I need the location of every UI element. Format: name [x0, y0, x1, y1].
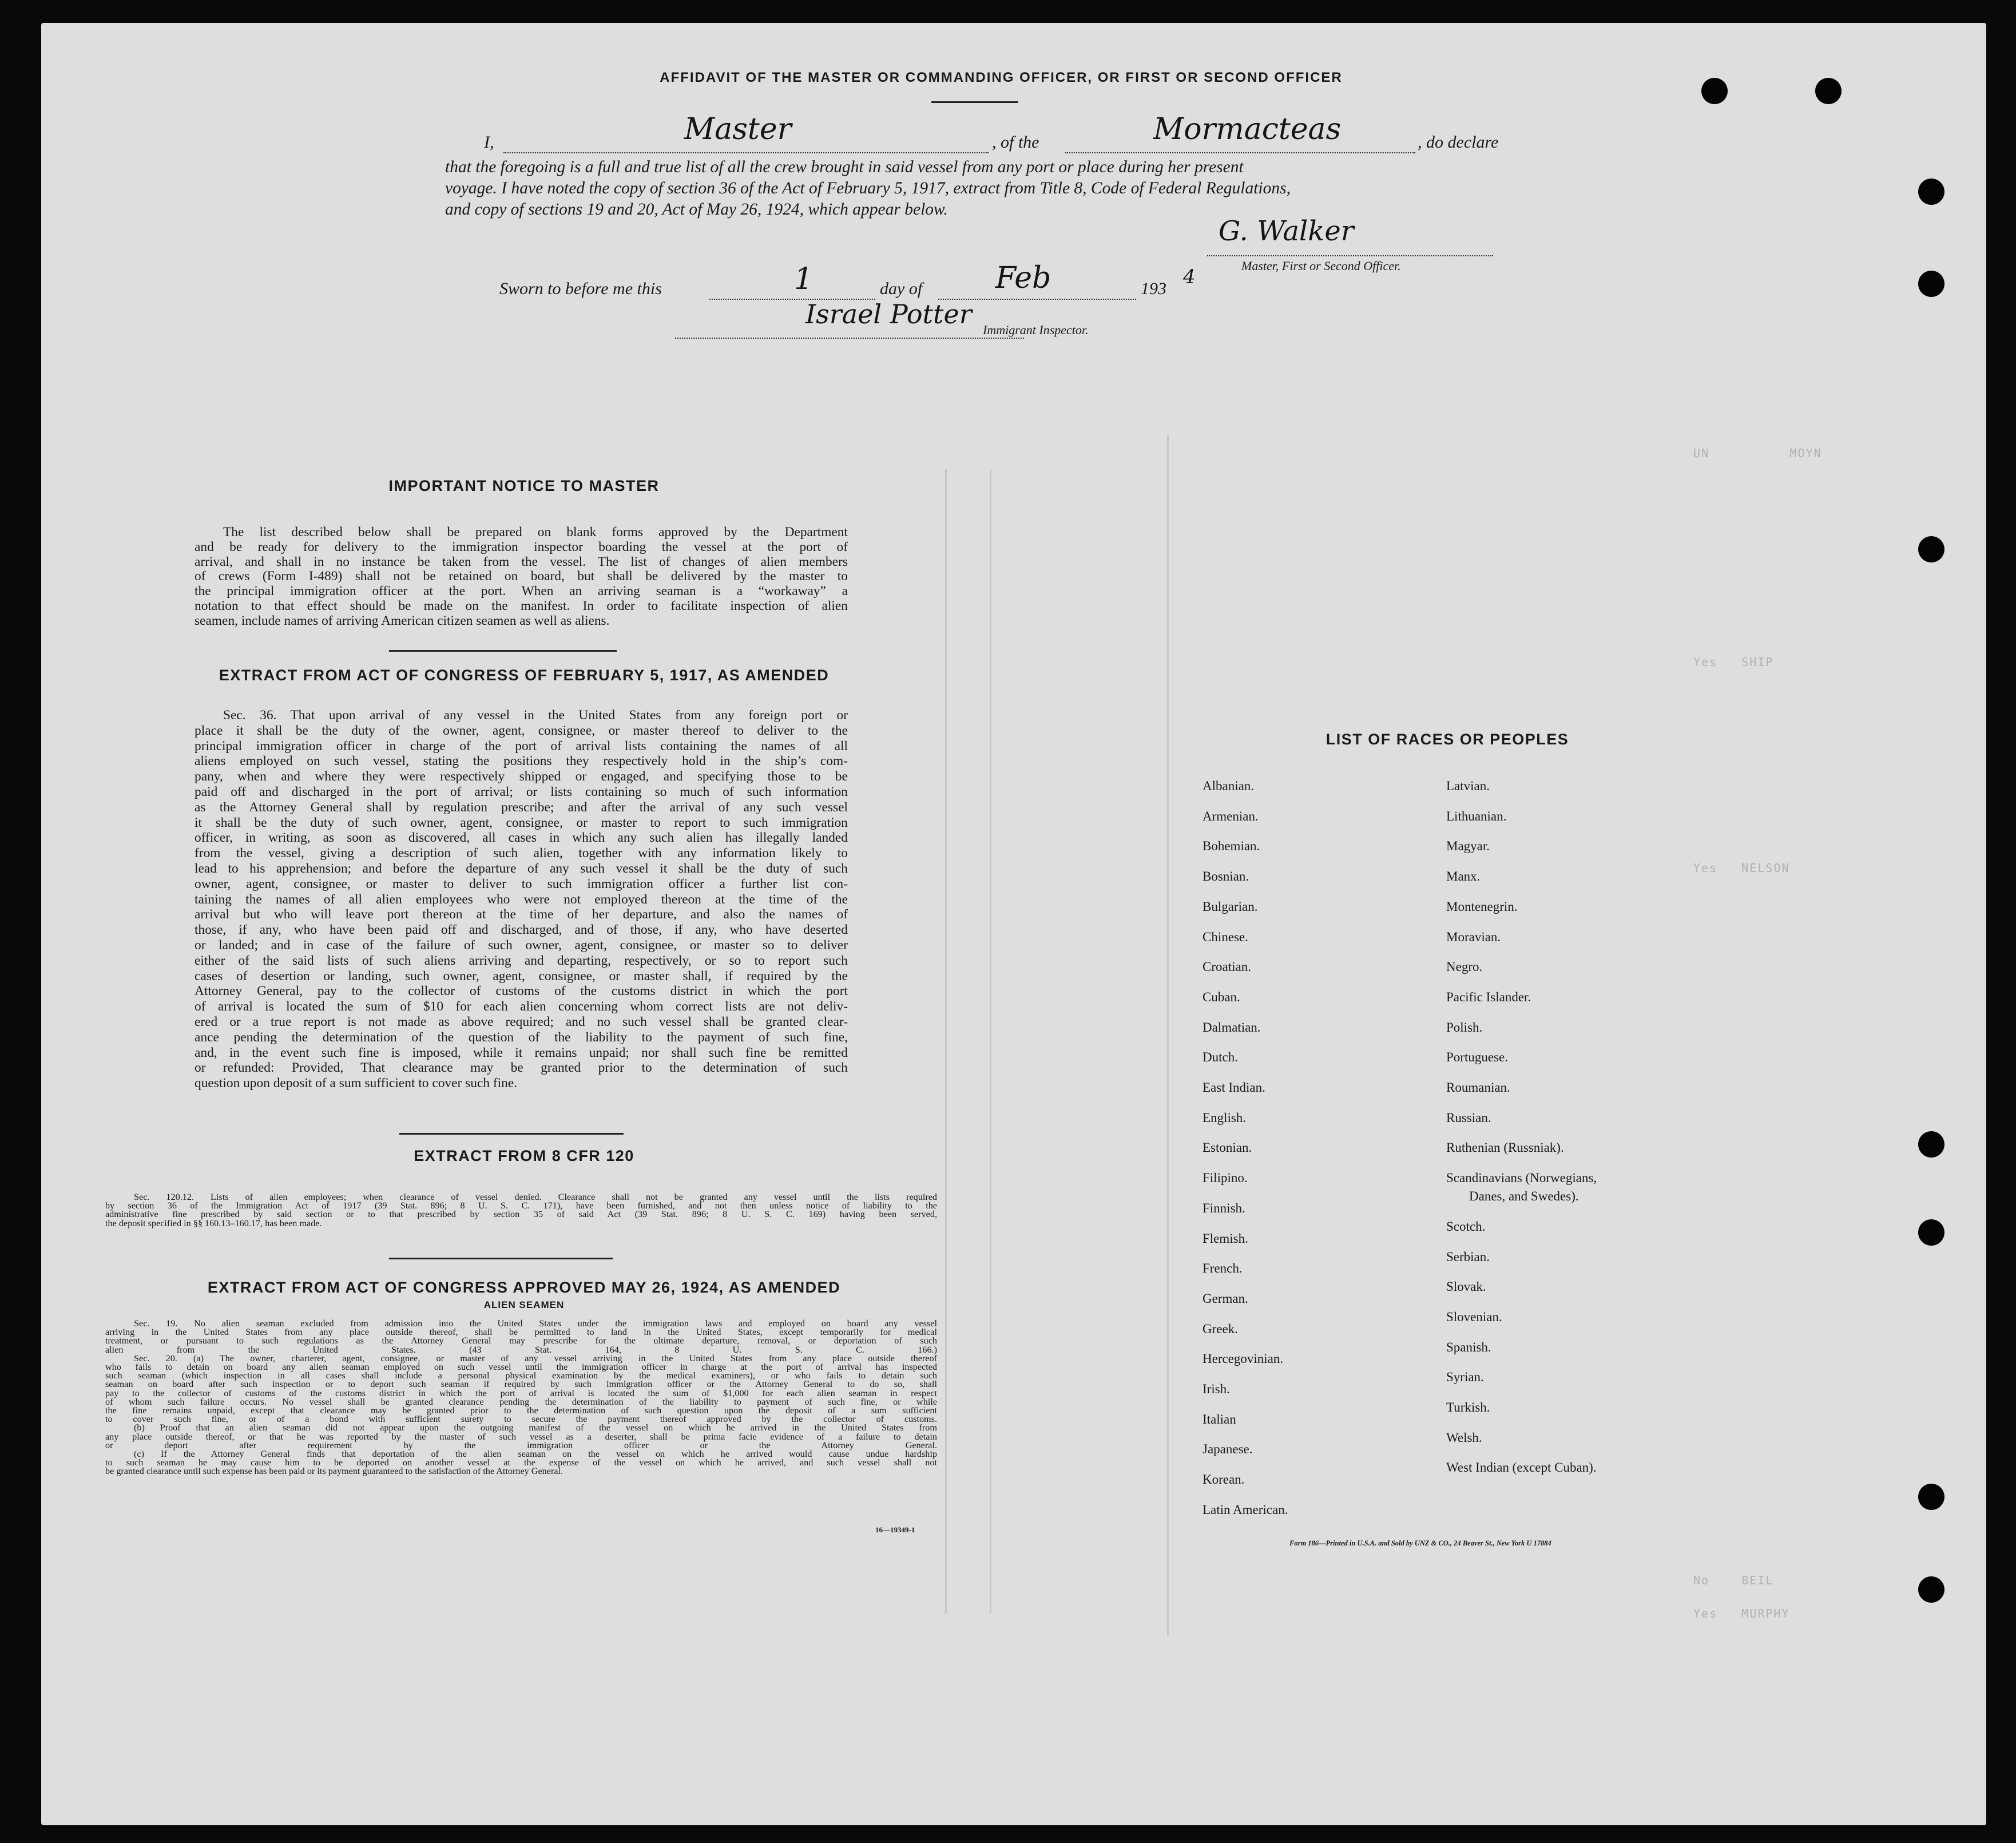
section-rule — [389, 650, 617, 652]
race-item: Dutch. — [1203, 1050, 1238, 1065]
extract-1917-line: principal immigration officer in charge of the port of arrival lists containing the names of all — [195, 738, 848, 754]
extract-1924-line: or deport after requirement by the immigration officer or the Attorney General. — [105, 1440, 937, 1450]
notice-line: notation to that effect should be made on the manifest. In order to facilitate inspection of alien — [195, 599, 848, 613]
race-item: Latvian. — [1446, 779, 1490, 793]
race-item: Dalmatian. — [1203, 1020, 1261, 1035]
binder-hole — [1918, 1219, 1944, 1246]
bleed-through-column-line — [1167, 435, 1169, 1636]
race-item: West Indian (except Cuban). — [1446, 1460, 1597, 1475]
extract-1917-title: EXTRACT FROM ACT OF CONGRESS OF FEBRUARY 5, 1917, AS AMENDED — [219, 667, 830, 684]
extract-1924-line: to such seaman he may cause him to be deported on another vessel at the expense of the vessel on which he arrived, and such vessel shall not — [105, 1457, 937, 1468]
extract-1924-line: (c) If the Attorney General finds that deportation of the alien seaman on the vessel on which he arrived would cause undue hardship — [134, 1449, 937, 1459]
affidavit-title: AFFIDAVIT OF THE MASTER OR COMMANDING OFFICER, OR FIRST OR SECOND OFFICER — [660, 70, 1343, 85]
race-item: Scotch. — [1446, 1219, 1486, 1234]
extract-1917-line: officer, in writing, as soon as discovered, all cases in which any such alien has illegally landed — [195, 830, 848, 846]
notice-line: seamen, include names of arriving American citizen seamen as well as aliens. — [195, 613, 610, 628]
race-item: Irish. — [1203, 1382, 1230, 1396]
race-item: Albanian. — [1203, 779, 1255, 793]
cfr-line: the deposit specified in §§ 160.13–160.17, has been made. — [105, 1218, 322, 1228]
race-item: Serbian. — [1446, 1249, 1490, 1264]
notice-line: The list described below shall be prepared on blank forms approved by the Department — [223, 525, 848, 540]
extract-1924-line: to cover such fine, or of a bond with sufficient surety to secure the payment thereof approved by the collector of customs. — [105, 1414, 937, 1425]
race-item: Japanese. — [1203, 1442, 1253, 1457]
sworn-year-printed: 193 — [1141, 279, 1166, 298]
race-item: German. — [1203, 1291, 1248, 1306]
extract-1924-line: be granted clearance until such expense has been paid or its payment guaranteed to the satisfaction of the Attorney General. — [105, 1466, 563, 1477]
extract-1917-line: paid off and discharged in the port of arrival; or lists containing so much of such information — [195, 784, 848, 799]
extract-1924-line: pay to the collector of customs of the customs district in which the port of arrival is located the sum of $1,000 for each alien seaman in respect — [105, 1388, 937, 1398]
race-item: Bulgarian. — [1203, 899, 1258, 914]
section-rule — [389, 1258, 613, 1259]
race-item: Danes, and Swedes). — [1469, 1189, 1579, 1204]
extract-1917-line: taining the names of all alien employees who were not employed thereon at the time of the — [195, 891, 848, 907]
race-item: Polish. — [1446, 1020, 1483, 1035]
extract-1917-line: as the Attorney General shall by regulation prescribe; and after the arrival of any such vessel — [195, 799, 848, 815]
race-item: English. — [1203, 1110, 1247, 1125]
bleed-through-text: Yes SHIP — [1693, 655, 1774, 669]
race-item: Filipino. — [1203, 1171, 1248, 1186]
cfr-line: administrative fine prescribed by said section or to that prescribed by section 35 of said Act (39 Stat. 896; 8 U. S. C. 169) having been served, — [105, 1209, 937, 1220]
extract-1917-line: those, if any, who have been paid off and discharged, and of those, if any, who have deserted — [195, 922, 848, 938]
bleed-through-text: Yes MURPHY — [1693, 1607, 1790, 1620]
race-item: Moravian. — [1446, 929, 1501, 944]
extract-1917-line: ance pending the determination of the question of the liability to the payment of such fine, — [195, 1029, 848, 1045]
extract-1924-line: seaman on board after such inspection or to deport such seaman if required by such immigration officer or the Attorney General to do so, shall — [105, 1379, 937, 1390]
extract-1917-line: or landed; and in case of the failure of such owner, agent, consignee, or master so to deliver — [195, 938, 848, 953]
race-item: Bosnian. — [1203, 869, 1249, 884]
cfr-line: by section 36 of the Immigration Act of 1917 (39 Stat. 896; 8 U. S. C. 171), have been furnished, and not then unless notice of liability to the — [105, 1200, 937, 1211]
extract-1924-title: EXTRACT FROM ACT OF CONGRESS APPROVED MAY 26, 1924, AS AMENDED — [207, 1279, 841, 1296]
race-item: Armenian. — [1203, 808, 1259, 823]
race-item: Slovak. — [1446, 1279, 1486, 1294]
cfr-line: Sec. 120.12. Lists of alien employees; when clearance of vessel denied. Clearance shall not be granted any vessel until the lists required — [134, 1192, 937, 1202]
form-printer-note: Form 186—Printed in U.S.A. and Sold by UNZ & CO., 24 Beaver St., New York U 17884 — [1289, 1539, 1551, 1547]
bleed-through-text: UN MOYN — [1693, 446, 1822, 460]
extract-1917-line: cases of desertion or landing, such owner, agent, consignee, or master shall, if required by the — [195, 968, 848, 984]
bleed-through-text: Yes NELSON — [1693, 861, 1790, 875]
master-name-handwritten: Master — [684, 112, 792, 146]
affidavit-body-line-2: voyage. I have noted the copy of section 36 of the Act of February 5, 1917, extract from Title 8, Code of Federal Regulations, — [445, 179, 1291, 197]
extract-1924-line: of whom such failure occurs. No vessel shall be granted clearance pending the determination of the liability to payment of such fine, or while — [105, 1396, 937, 1407]
cfr-title: EXTRACT FROM 8 CFR 120 — [414, 1147, 634, 1164]
extract-1924-line: arriving in the United States from any place outside thereof, shall be permitted to land in the United States, except temporarily for medical — [105, 1327, 937, 1338]
race-item: Welsh. — [1446, 1430, 1482, 1445]
race-item: Portuguese. — [1446, 1050, 1508, 1065]
binder-hole — [1701, 78, 1728, 104]
inspector-signature-handwritten: Israel Potter — [805, 299, 972, 330]
notice-line: and be ready for delivery to the immigration inspector boarding the vessel at the port of — [195, 539, 848, 554]
affidavit-body-line-3: and copy of sections 19 and 20, Act of May 26, 1924, which appear below. — [445, 200, 948, 219]
extract-1917-line: place it shall be the duty of the owner, agent, consignee, or master thereof to deliver to the — [195, 723, 848, 738]
sworn-label: Sworn to before me this — [499, 279, 662, 298]
sworn-day-line — [709, 279, 875, 300]
binder-hole — [1918, 271, 1944, 297]
extract-1924-line: such seaman (which inspection in all cases shall include a personal physical examination by the medical examiners), or who fails to detain such — [105, 1370, 937, 1381]
sworn-day-handwritten: 1 — [794, 262, 813, 296]
binder-hole — [1815, 78, 1842, 104]
extract-1917-line: either of the said lists of such aliens arriving and departing, respectively, or so to report such — [195, 953, 848, 968]
extract-1917-line: from the vessel, giving a description of such alien, together with any information likely to — [195, 846, 848, 861]
race-item: Montenegrin. — [1446, 899, 1518, 914]
race-item: Italian — [1203, 1412, 1236, 1426]
race-item: Spanish. — [1446, 1339, 1491, 1354]
extract-1917-line: ered or a true report is not made as above required; and no such vessel shall be granted clear- — [195, 1014, 848, 1029]
binder-hole — [1918, 1576, 1944, 1603]
extract-1917-line: Attorney General, pay to the collector of customs of the customs district in which the port — [195, 984, 848, 999]
signature-caption: Master, First or Second Officer. — [1241, 259, 1401, 273]
extract-1917-line: and, in the event such fine is imposed, while it remains unpaid; nor shall such fine be remitted — [195, 1045, 848, 1060]
affidavit-body-line-1: that the foregoing is a full and true list of all the crew brought in said vessel from any port or place during her present — [445, 158, 1244, 176]
extract-1924-line: treatment, or pursuant to such regulations as the Attorney General may prescribe for the ultimate departure, removal, or deportation of such — [105, 1335, 937, 1346]
race-item: Latin American. — [1203, 1502, 1288, 1517]
race-item: Slovenian. — [1446, 1309, 1502, 1324]
bleed-through-column-line — [990, 469, 991, 1614]
extract-1917-line: Sec. 36. That upon arrival of any vessel in the United States from any foreign port or — [223, 708, 848, 723]
extract-1924-line: alien from the United States. (43 Stat. 164, 8 U. S. C. 166.) — [105, 1344, 937, 1355]
day-of-label: day of — [880, 279, 923, 298]
race-item: East Indian. — [1203, 1080, 1265, 1095]
vessel-name-handwritten: Mormacteas — [1153, 112, 1342, 146]
race-item: Pacific Islander. — [1446, 989, 1531, 1004]
race-item: Roumanian. — [1446, 1080, 1510, 1095]
form-code: 16—19349-1 — [875, 1525, 915, 1534]
section-rule — [399, 1133, 624, 1135]
of-the-label: , of the — [992, 133, 1039, 152]
race-item: Magyar. — [1446, 839, 1490, 854]
binder-hole — [1918, 179, 1944, 205]
bleed-through-column-line — [945, 469, 947, 1614]
race-item: Ruthenian (Russniak). — [1446, 1140, 1564, 1155]
race-item: Greek. — [1203, 1321, 1238, 1336]
extract-1924-line: who fails to detain on board any alien seaman employed on such vessel until the immigration officer in charge at the port of arrival has inspected — [105, 1362, 937, 1372]
notice-title: IMPORTANT NOTICE TO MASTER — [388, 477, 660, 494]
race-item: Hercegovinian. — [1203, 1351, 1284, 1366]
race-item: Turkish. — [1446, 1400, 1490, 1414]
declare-label: , do declare — [1418, 133, 1499, 152]
notice-line: the principal immigration officer at the port. When an arriving seaman is a “workaway” a — [195, 584, 848, 599]
race-item: Finnish. — [1203, 1200, 1245, 1215]
extract-1917-line: lead to his apprehension; and before the departure of any such vessel it shall be the duty of such — [195, 861, 848, 876]
race-item: Lithuanian. — [1446, 808, 1507, 823]
extract-1924-line: Sec. 19. No alien seaman excluded from admission into the United States under the immigration laws and employed on board any vessel — [134, 1318, 937, 1329]
race-item: Chinese. — [1203, 929, 1248, 944]
races-title: LIST OF RACES OR PEOPLES — [1326, 731, 1569, 748]
extract-1917-line: owner, agent, consignee, or master to deliver to such immigration officer a further list con- — [195, 876, 848, 891]
notice-line: arrival, and shall in no instance be taken from the vessel. The list of changes of alien members — [195, 554, 848, 569]
extract-1917-line: aliens employed on such vessel, stating the positions they respectively hold in the ship’s com- — [195, 754, 848, 769]
race-item: Manx. — [1446, 869, 1481, 884]
signature-handwritten: G. Walker — [1219, 215, 1354, 247]
race-item: French. — [1203, 1261, 1243, 1276]
race-item: Flemish. — [1203, 1231, 1248, 1246]
extract-1917-line: or refunded: Provided, That clearance may be granted prior to the determination of such — [195, 1060, 848, 1076]
extract-1924-line: any place outside thereof, or that he was reported by the master of such vessel as a deserter, shall be prima facie evidence of a failure to detain — [105, 1431, 937, 1442]
race-item: Croatian. — [1203, 960, 1251, 974]
inspector-caption: Immigrant Inspector. — [983, 323, 1089, 337]
extract-1924-line: the fine remains unpaid, except that clearance may be granted prior to the determination of such question upon the deposit of a sum sufficient — [105, 1405, 937, 1416]
affidavit-title-rule — [931, 101, 1018, 103]
binder-hole — [1918, 1484, 1944, 1510]
race-item: Syrian. — [1446, 1370, 1484, 1385]
race-item: Negro. — [1446, 960, 1483, 974]
extract-1924-line: Sec. 20. (a) The owner, charterer, agent, consignee, or master of any vessel arriving in the United States from any place outside thereof — [134, 1353, 937, 1364]
sworn-year-handwritten: 4 — [1183, 265, 1196, 288]
extract-1917-line: it shall be the duty of such owner, agent, consignee, or master to report to such immigration — [195, 815, 848, 830]
bleed-through-text: No BEIL — [1693, 1574, 1774, 1587]
extract-1917-line: question upon deposit of a sum sufficient to cover such fine. — [195, 1076, 518, 1091]
race-item: Korean. — [1203, 1472, 1245, 1487]
binder-hole — [1918, 1131, 1944, 1158]
extract-1924-line: (b) Proof that an alien seaman did not appear upon the outgoing manifest of the vessel on which he arrived in the United States from — [134, 1422, 937, 1433]
race-item: Russian. — [1446, 1110, 1491, 1125]
extract-1917-line: arrival but who will leave port thereon at the time of her departure, and also the names of — [195, 907, 848, 922]
affidavit-i-label: I, — [484, 133, 494, 152]
race-item: Estonian. — [1203, 1140, 1252, 1155]
extract-1917-line: pany, when and where they were respectively shipped or engaged, and specifying those to be — [195, 769, 848, 784]
extract-1924-subtitle: ALIEN SEAMEN — [483, 1299, 565, 1310]
extract-1917-line: of arrival is located the sum of $10 for each alien concerning whom correct lists are not deliv- — [195, 999, 848, 1014]
binder-hole — [1918, 536, 1944, 562]
race-item: Scandinavians (Norwegians, — [1446, 1171, 1597, 1186]
notice-line: of crews (Form I-489) shall not be retained on board, but shall be delivered by the master to — [195, 569, 848, 584]
race-item: Cuban. — [1203, 989, 1240, 1004]
sworn-month-handwritten: Feb — [995, 261, 1051, 295]
race-item: Bohemian. — [1203, 839, 1260, 854]
